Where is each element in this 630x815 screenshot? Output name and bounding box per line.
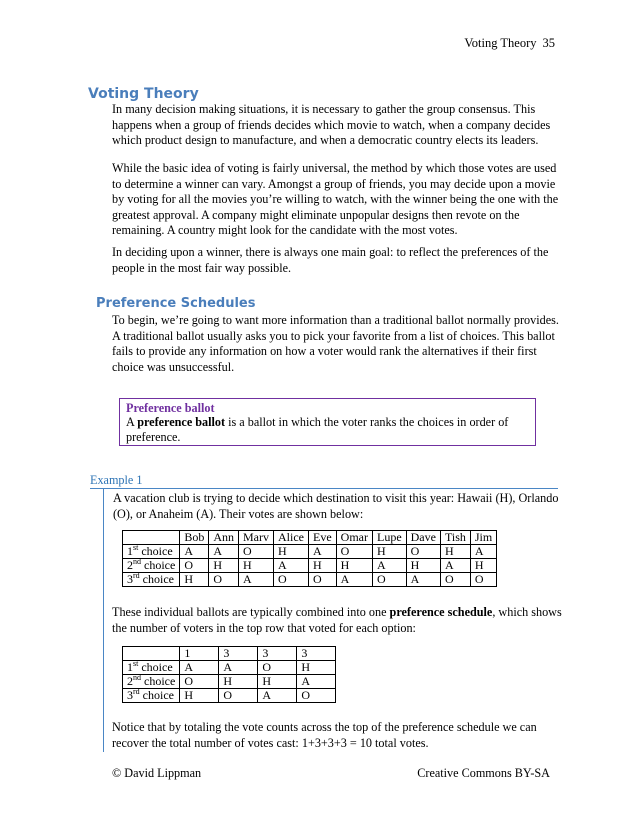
row-label-number: 3 — [127, 572, 133, 586]
table-cell: H — [209, 559, 239, 573]
table-cell: O — [274, 573, 309, 587]
table-header-cell: Omar — [336, 531, 372, 545]
row-label-suffix: nd — [133, 673, 141, 682]
preference-paragraph: To begin, we’re going to want more information than a traditional ballot normally provides. A traditional ballot usually asks you to pick your favorite from a list of choices. This ballot fails to provide any information on how a voter would rank the alternatives if their first choice was unsuccessful. — [112, 313, 559, 374]
table-header-cell — [123, 531, 180, 545]
subsection-title: Preference Schedules — [96, 296, 256, 311]
definition-rest: is a ballot in which the voter ranks the choices in order of preference. — [126, 415, 509, 444]
section-title: Voting Theory — [88, 86, 199, 102]
table-header-cell: Marv — [239, 531, 274, 545]
row-label-text: choice — [141, 558, 176, 572]
table-header-cell — [123, 647, 180, 661]
definition-box — [119, 398, 536, 446]
footer-license: Creative Commons BY-SA — [417, 766, 550, 780]
table-cell: H — [274, 545, 309, 559]
table-cell: H — [406, 559, 440, 573]
table-cell: O — [209, 573, 239, 587]
row-label-number: 3 — [127, 688, 133, 702]
table-row — [123, 573, 497, 587]
schedule-intro-pre: These individual ballots are typically combined into one — [112, 605, 390, 619]
row-label — [123, 545, 180, 559]
table-cell: O — [309, 573, 337, 587]
row-label-text: choice — [138, 544, 173, 558]
definition-title: Preference ballot — [126, 401, 215, 415]
example-title: Example 1 — [90, 473, 143, 487]
table-header-cell: Jim — [470, 531, 496, 545]
row-label-text: choice — [141, 674, 176, 688]
table-header-cell: Dave — [406, 531, 440, 545]
row-label — [123, 559, 180, 573]
page-number: 35 — [542, 36, 555, 50]
table-cell: O — [258, 661, 297, 675]
row-label-number: 1 — [127, 660, 133, 674]
table-cell: A — [470, 545, 496, 559]
example-closing: Notice that by totaling the vote counts across the top of the preference schedule we can recover the total number of votes cast: 1+3+3+3 = 10 total votes. — [112, 720, 537, 750]
table-header-cell: Eve — [309, 531, 337, 545]
table-cell: O — [239, 545, 274, 559]
voting-methods-paragraph: While the basic idea of voting is fairly universal, the method by which those votes are used to determine a winner can vary. Amongst a group of friends, you may decide upon a movie by voting for all the movies you’re willing to watch, with the winner being the one with the greatest approval. A company might eliminate unpopular designs then revote on the remaining. A country might look for the candidate with the most votes. — [112, 161, 559, 238]
table-header-row — [123, 647, 336, 661]
table-row — [123, 545, 497, 559]
table-header-row — [123, 531, 497, 545]
table-cell: O — [297, 689, 336, 703]
table-cell: A — [219, 661, 258, 675]
table-cell: A — [372, 559, 406, 573]
table-cell: A — [180, 661, 219, 675]
row-label-text: choice — [138, 660, 173, 674]
definition-text — [126, 415, 529, 445]
table-cell: H — [309, 559, 337, 573]
table-cell: O — [180, 559, 209, 573]
row-label — [123, 689, 180, 703]
table-cell: H — [440, 545, 470, 559]
table-cell: H — [180, 689, 219, 703]
table-cell: H — [470, 559, 496, 573]
table-row — [123, 675, 336, 689]
footer-copyright: © David Lippman — [112, 766, 202, 780]
table-cell: H — [336, 559, 372, 573]
table-row — [123, 559, 497, 573]
table-cell: A — [297, 675, 336, 689]
row-label-number: 2 — [127, 558, 133, 572]
goal-paragraph: In deciding upon a winner, there is always one main goal: to reflect the preferences of the people in the most fair way possible. — [112, 245, 549, 275]
table-cell: H — [297, 661, 336, 675]
row-label — [123, 573, 180, 587]
ballot-table — [122, 530, 497, 587]
row-label-text: choice — [139, 572, 174, 586]
table-header-cell: Lupe — [372, 531, 406, 545]
definition-term: preference ballot — [137, 415, 226, 429]
running-header-title: Voting Theory — [464, 36, 537, 50]
row-label-number: 2 — [127, 674, 133, 688]
table-cell: O — [219, 689, 258, 703]
row-label-suffix: st — [133, 543, 139, 552]
table-row — [123, 689, 336, 703]
definition-article: A — [126, 415, 138, 429]
table-cell: A — [336, 573, 372, 587]
example-divider — [90, 488, 558, 489]
table-cell: A — [309, 545, 337, 559]
table-cell: A — [258, 689, 297, 703]
table-cell: A — [239, 573, 274, 587]
table-header-cell: 3 — [258, 647, 297, 661]
row-label-suffix: st — [133, 659, 139, 668]
table-cell: O — [336, 545, 372, 559]
example-side-rule — [103, 488, 104, 752]
table-header-cell: 3 — [219, 647, 258, 661]
row-label-suffix: nd — [133, 557, 141, 566]
table-cell: A — [209, 545, 239, 559]
table-cell: H — [180, 573, 209, 587]
table-cell: O — [440, 573, 470, 587]
schedule-intro-term: preference schedule — [389, 605, 493, 619]
table-cell: O — [372, 573, 406, 587]
row-label — [123, 661, 180, 675]
table-header-cell: 3 — [297, 647, 336, 661]
running-header — [464, 36, 555, 51]
table-cell: A — [274, 559, 309, 573]
schedule-intro-post: , which shows the number of voters in the top row that voted for each option: — [112, 605, 562, 635]
table-cell: A — [406, 573, 440, 587]
row-label-suffix: rd — [133, 687, 140, 696]
row-label — [123, 675, 180, 689]
table-header-cell: Ann — [209, 531, 239, 545]
preference-schedule-table — [122, 646, 336, 703]
table-cell: H — [258, 675, 297, 689]
schedule-intro — [112, 605, 567, 636]
intro-paragraph: In many decision making situations, it is necessary to gather the group consensus. This happens when a group of friends decides which movie to watch, when a company decides which product design to manufacture, and when a democratic country elects its leaders. — [112, 102, 551, 148]
row-label-text: choice — [139, 688, 174, 702]
table-cell: H — [219, 675, 258, 689]
table-header-cell: 1 — [180, 647, 219, 661]
table-cell: H — [372, 545, 406, 559]
table-header-cell: Alice — [274, 531, 309, 545]
table-header-cell: Bob — [180, 531, 209, 545]
table-cell: H — [239, 559, 274, 573]
table-header-cell: Tish — [440, 531, 470, 545]
table-cell: A — [180, 545, 209, 559]
table-cell: O — [406, 545, 440, 559]
table-cell: O — [470, 573, 496, 587]
row-label-number: 1 — [127, 544, 133, 558]
table-row — [123, 661, 336, 675]
example-intro: A vacation club is trying to decide which destination to visit this year: Hawaii (H), Orlando (O), or Anaheim (A). Their votes are shown below: — [113, 491, 559, 521]
table-cell: O — [180, 675, 219, 689]
row-label-suffix: rd — [133, 571, 140, 580]
table-cell: A — [440, 559, 470, 573]
